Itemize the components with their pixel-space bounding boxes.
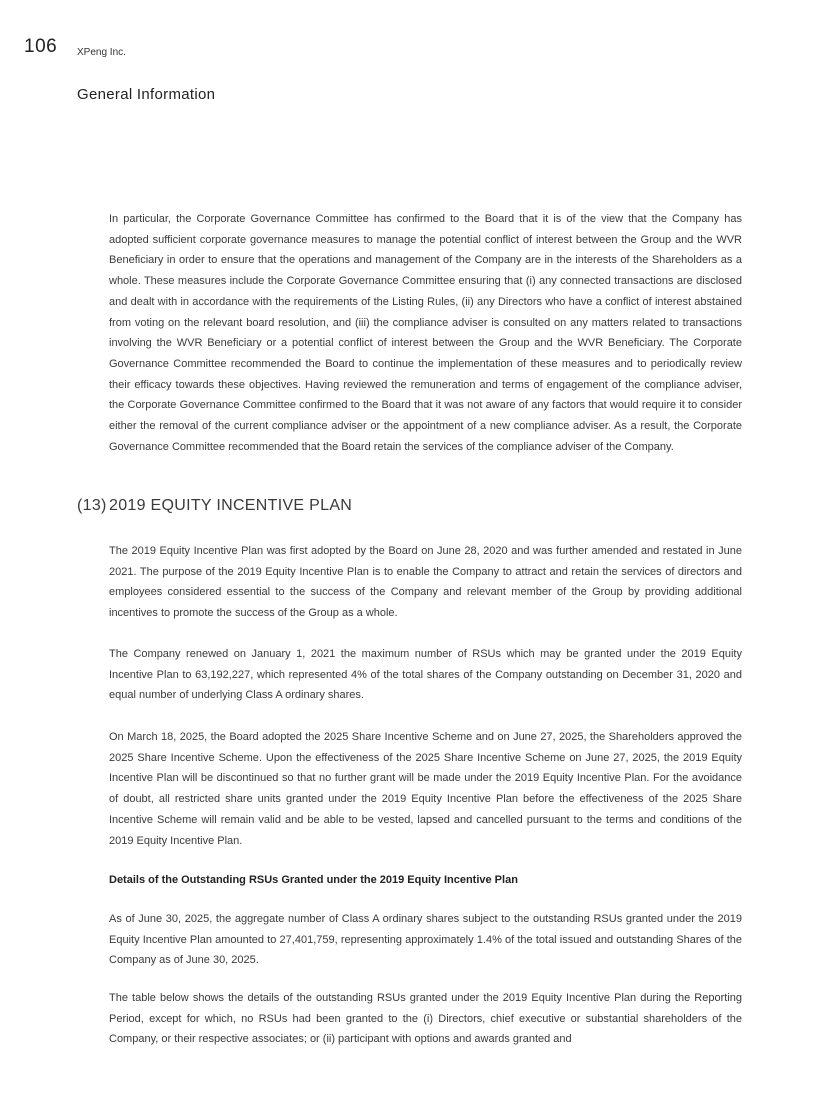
page-number: 106	[24, 36, 58, 57]
section-13-heading	[77, 497, 352, 515]
section-header: General Information	[77, 86, 216, 103]
company-name: XPeng Inc.	[77, 47, 126, 58]
section-title: 2019 EQUITY INCENTIVE PLAN	[109, 497, 353, 514]
paragraph-2025-scheme: On March 18, 2025, the Board adopted the 2025 Share Incentive Scheme and on June 27, 2025, the Shareholders approved the 2025 Share Incentive Scheme. Upon the effectiveness of the 2025 Share Incentive Scheme on June 27, 2025, the 2019 Equity Incentive Plan will be discontinued so that no further grant will be made under the 2019 Equity Incentive Plan. For the avoidance of doubt, all restricted share units granted under the 2019 Equity Incentive Plan before the effectiveness of the 2025 Share Incentive Scheme will remain valid and be able to be vested, lapsed and cancelled pursuant to the terms and conditions of the 2019 Equity Incentive Plan.	[109, 731, 742, 847]
paragraph-table-intro: The table below shows the details of the outstanding RSUs granted under the 2019 Equity Incentive Plan during the Reporting Period, except for which, no RSUs had been granted to the (i) Directors, chief executive or substantial shareholders of the Company, or their respective associates; or (ii) participant with options and awards granted and	[109, 992, 742, 1046]
paragraph-rsu-renewal: The Company renewed on January 1, 2021 the maximum number of RSUs which may be granted under the 2019 Equity Incentive Plan to 63,192,227, which represented 4% of the total shares of the Company outstanding on December 31, 2020 and equal number of underlying Class A ordinary shares.	[109, 648, 742, 702]
paragraph-governance: In particular, the Corporate Governance Committee has confirmed to the Board that it is of the view that the Company has adopted sufficient corporate governance measures to manage the potential conflict of interest between the Group and the WVR Beneficiary in order to ensure that the operations and management of the Company are in the interests of the Shareholders as a whole. These measures include the Corporate Governance Committee ensuring that (i) any connected transactions are disclosed and dealt with in accordance with the requirements of the Listing Rules, (ii) any Directors who have a conflict of interest abstained from voting on the relevant board resolution, and (iii) the compliance adviser is consulted on any matters related to transactions involving the WVR Beneficiary or a potential conflict of interest between the Group and the WVR Beneficiary. The Corporate Governance Committee recommended the Board to continue the implementation of these measures and to periodically review their efficacy towards these objectives. Having reviewed the remuneration and terms of engagement of the compliance adviser, the Corporate Governance Committee confirmed to the Board that it was not aware of any factors that would require it to consider either the removal of the current compliance adviser or the appointment of a new compliance adviser. As a result, the Corporate Governance Committee recommended that the Board retain the services of the compliance adviser of the Company.	[109, 213, 742, 453]
subheading-outstanding-rsus: Details of the Outstanding RSUs Granted under the 2019 Equity Incentive Plan	[109, 874, 518, 886]
section-number: (13)	[77, 497, 107, 514]
paragraph-plan-purpose: The 2019 Equity Incentive Plan was first adopted by the Board on June 28, 2020 and was further amended and restated in June 2021. The purpose of the 2019 Equity Incentive Plan is to enable the Company to attract and retain the services of directors and employees considered essential to the success of the Company and relevant member of the Group by providing additional incentives to promote the success of the Group as a whole.	[109, 545, 742, 620]
paragraph-aggregate-shares: As of June 30, 2025, the aggregate number of Class A ordinary shares subject to the outstanding RSUs granted under the 2019 Equity Incentive Plan amounted to 27,401,759, representing approximately 1.4% of the total issued and outstanding Shares of the Company as of June 30, 2025.	[109, 913, 742, 967]
